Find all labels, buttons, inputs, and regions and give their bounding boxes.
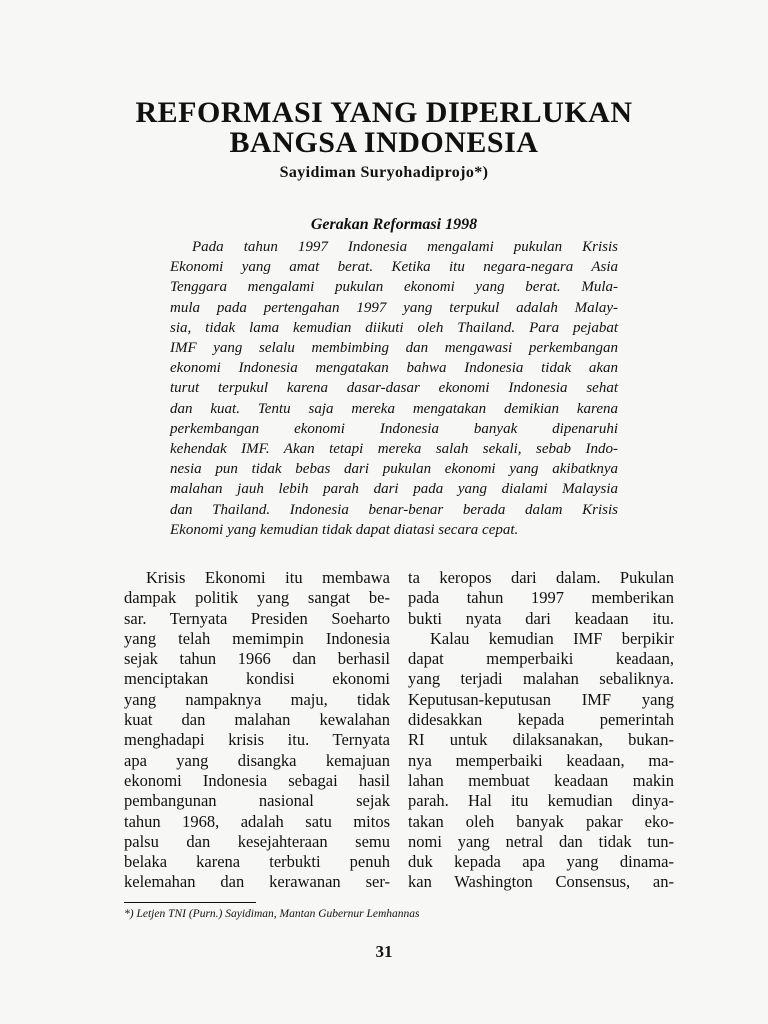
abstract-line: dan Thailand. Indonesia benar-benar berada dalam Krisis	[170, 501, 618, 518]
abstract-line: malahan jauh lebih parah dari pada yang dialami Malaysia	[170, 481, 618, 498]
abstract-line: ekonomi Indonesia mengatakan bahwa Indonesia tidak akan	[170, 360, 618, 377]
footnote-divider	[124, 902, 256, 903]
body-text-line: yang terjadi malahan sebaliknya.	[408, 669, 674, 689]
body-text-line: RI untuk dilaksanakan, bukan-	[408, 730, 674, 750]
body-text-line: parah. Hal itu kemudian dinya-	[408, 791, 674, 811]
body-text-line: nya memperbaiki keadaan, ma-	[408, 750, 674, 770]
body-text-line: kan Washington Consensus, an-	[408, 872, 674, 892]
body-text-line: Keputusan-keputusan IMF yang	[408, 689, 674, 709]
abstract-line: IMF yang selalu membimbing dan mengawasi perkembangan	[170, 340, 618, 357]
body-text-line: pada tahun 1997 memberikan	[408, 588, 674, 608]
title-line-2: BANGSA INDONESIA	[229, 126, 539, 159]
body-text-line: kelemahan dan kerawanan ser-	[124, 872, 390, 892]
body-text-line: palsu dan kesejahteraan semu	[124, 831, 390, 851]
body-text-line: Kalau kemudian IMF berpikir	[430, 628, 674, 648]
article-title	[0, 98, 768, 158]
page-number: 31	[375, 942, 393, 961]
abstract-line: dan kuat. Tentu saja mereka mengatakan demikian karena	[170, 400, 618, 417]
abstract-line: nesia pun tidak bebas dari pukulan ekonomi yang akibatknya	[170, 461, 618, 478]
abstract-section	[170, 215, 618, 540]
body-text-line: takan oleh banyak pakar eko-	[408, 811, 674, 831]
body-text-line: yang nampaknya maju, tidak	[124, 689, 390, 709]
body-text-line: didesakkan kepada pemerintah	[408, 710, 674, 730]
body-text-line: ekonomi Indonesia sebagai hasil	[124, 770, 390, 790]
body-text-line: apa yang disangka kemajuan	[124, 750, 390, 770]
body-text-line: ta keropos dari dalam. Pukulan	[408, 568, 674, 587]
body-column-left	[124, 568, 390, 893]
body-text-line: sar. Ternyata Presiden Soeharto	[124, 608, 390, 628]
body-column-right	[408, 568, 674, 893]
body-text-line: duk kepada apa yang dinama-	[408, 852, 674, 872]
abstract-line: Tenggara mengalami pukulan ekonomi yang berat. Mula-	[170, 279, 618, 296]
body-text-line: lahan membuat keadaan makin	[408, 770, 674, 790]
abstract-body	[170, 237, 618, 540]
abstract-line: perkembangan ekonomi Indonesia banyak dipenaruhi	[170, 420, 618, 437]
body-text-line: nomi yang netral dan tidak tun-	[408, 831, 674, 851]
body-text-line: tahun 1968, adalah satu mitos	[124, 811, 390, 831]
footnote: *) Letjen TNI (Purn.) Sayidiman, Mantan Gubernur Lemhannas	[124, 908, 420, 920]
body-text-line: menciptakan kondisi ekonomi	[124, 669, 390, 689]
abstract-line: sia, tidak lama kemudian diikuti oleh Thailand. Para pejabat	[170, 319, 618, 336]
body-text-line: pembangunan nasional sejak	[124, 791, 390, 811]
abstract-line: Ekonomi yang kemudian tidak dapat diatasi secara cepat.	[170, 521, 519, 538]
author-name: Sayidiman Suryohadiprojo*)	[279, 164, 489, 181]
abstract-line: Pada tahun 1997 Indonesia mengalami pukulan Krisis	[192, 239, 618, 255]
abstract-line: mula pada pertengahan 1997 yang terpukul adalah Malay-	[170, 299, 618, 316]
body-text-line: dapat memperbaiki keadaan,	[408, 649, 674, 669]
abstract-line: Ekonomi yang amat berat. Ketika itu negara-negara Asia	[170, 259, 618, 276]
body-text-line: menghadapi krisis itu. Ternyata	[124, 730, 390, 750]
abstract-line: turut terpukul karena dasar-dasar ekonomi Indonesia sehat	[170, 380, 618, 397]
body-text-line: bukti nyata dari keadaan itu.	[408, 608, 674, 628]
body-text-line: sejak tahun 1966 dan berhasil	[124, 649, 390, 669]
body-text-line: dampak politik yang sangat be-	[124, 588, 390, 608]
title-line-1: REFORMASI YANG DIPERLUKAN	[135, 96, 633, 129]
body-text-line: kuat dan malahan kewalahan	[124, 710, 390, 730]
body-text-line: belaka karena terbukti penuh	[124, 852, 390, 872]
body-text-line: yang telah memimpin Indonesia	[124, 628, 390, 648]
abstract-heading: Gerakan Reformasi 1998	[310, 216, 478, 233]
abstract-line: kehendak IMF. Akan tetapi mereka salah sekali, sebab Indo-	[170, 441, 618, 458]
body-text-line: Krisis Ekonomi itu membawa	[146, 568, 390, 587]
